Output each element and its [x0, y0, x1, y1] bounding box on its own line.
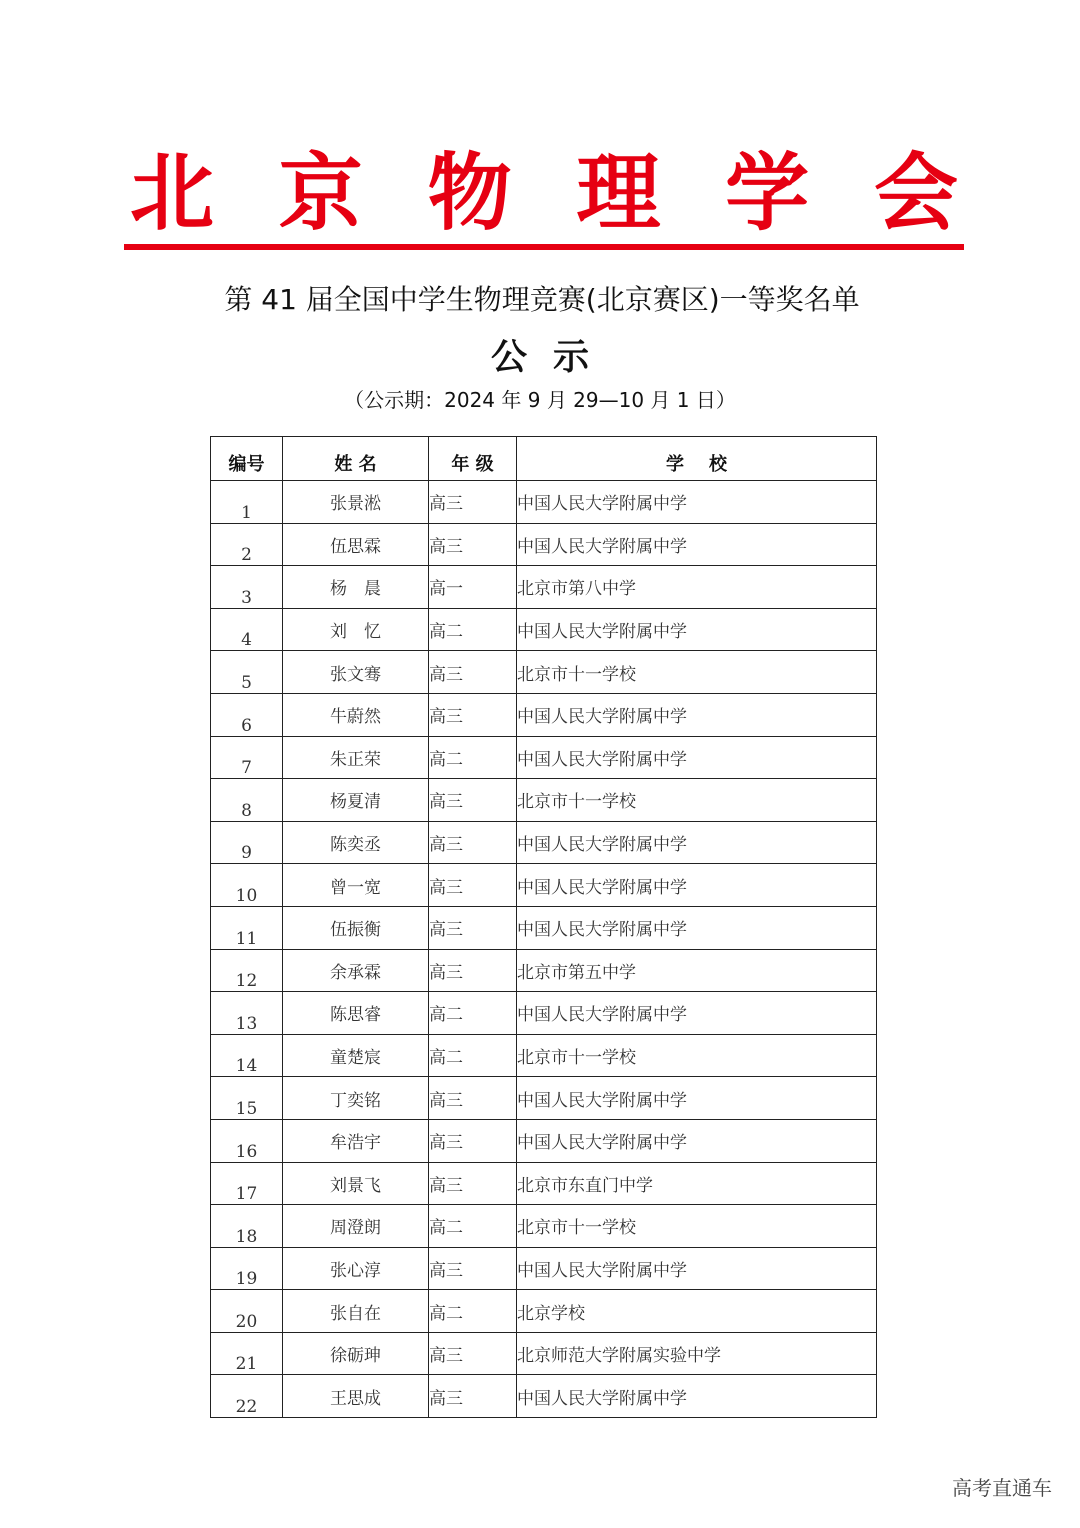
header-grade: 年 级: [429, 437, 517, 481]
cell-name: 王思成: [283, 1375, 429, 1418]
cell-name: 刘景飞: [283, 1162, 429, 1205]
cell-number: 21: [211, 1332, 283, 1375]
cell-name: 牛蔚然: [283, 693, 429, 736]
cell-number: 4: [211, 608, 283, 651]
cell-name: 张自在: [283, 1290, 429, 1333]
cell-name: 余承霖: [283, 949, 429, 992]
masthead-char: 理: [576, 143, 661, 242]
cell-grade: 高三: [429, 651, 517, 694]
cell-number: 18: [211, 1205, 283, 1248]
cell-name: 丁奕铭: [283, 1077, 429, 1120]
cell-name: 伍思霖: [283, 523, 429, 566]
cell-number: 7: [211, 736, 283, 779]
cell-number: 20: [211, 1290, 283, 1333]
table-row: [211, 1332, 877, 1375]
cell-number: 3: [211, 566, 283, 609]
cell-name: 杨 晨: [283, 566, 429, 609]
cell-grade: 高二: [429, 608, 517, 651]
masthead-char: 物: [427, 143, 512, 242]
cell-number: 1: [211, 481, 283, 524]
cell-number: 16: [211, 1119, 283, 1162]
cell-grade: 高三: [429, 523, 517, 566]
cell-name: 徐砺珅: [283, 1332, 429, 1375]
cell-name: 朱正荣: [283, 736, 429, 779]
cell-school: 北京师范大学附属实验中学: [517, 1332, 877, 1375]
cell-number: 5: [211, 651, 283, 694]
table-header-row: [211, 437, 877, 481]
masthead-red-rule: [124, 244, 964, 250]
table-row: [211, 821, 877, 864]
table-row: [211, 651, 877, 694]
cell-school: 中国人民大学附属中学: [517, 693, 877, 736]
cell-school: 中国人民大学附属中学: [517, 1119, 877, 1162]
header-school: 学 校: [517, 437, 877, 481]
cell-grade: 高三: [429, 949, 517, 992]
table-row: [211, 1162, 877, 1205]
table-row: [211, 736, 877, 779]
table-row: [211, 1205, 877, 1248]
table-row: [211, 1290, 877, 1333]
cell-school: 中国人民大学附属中学: [517, 864, 877, 907]
cell-name: 刘 忆: [283, 608, 429, 651]
cell-school: 中国人民大学附属中学: [517, 992, 877, 1035]
cell-grade: 高二: [429, 1034, 517, 1077]
cell-school: 北京市十一学校: [517, 1034, 877, 1077]
table-row: [211, 906, 877, 949]
masthead-char: 会: [873, 143, 958, 242]
table-row: [211, 693, 877, 736]
header-number: 编号: [211, 437, 283, 481]
cell-name: 陈奕丞: [283, 821, 429, 864]
cell-grade: 高二: [429, 736, 517, 779]
cell-name: 陈思睿: [283, 992, 429, 1035]
header-name: 姓 名: [283, 437, 429, 481]
table-row: [211, 481, 877, 524]
cell-school: 中国人民大学附属中学: [517, 523, 877, 566]
cell-grade: 高三: [429, 1119, 517, 1162]
cell-name: 杨夏清: [283, 779, 429, 822]
cell-school: 北京市第八中学: [517, 566, 877, 609]
cell-grade: 高三: [429, 1375, 517, 1418]
cell-school: 中国人民大学附属中学: [517, 608, 877, 651]
cell-school: 中国人民大学附属中学: [517, 1077, 877, 1120]
cell-school: 中国人民大学附属中学: [517, 1247, 877, 1290]
table-row: [211, 992, 877, 1035]
cell-grade: 高二: [429, 1290, 517, 1333]
cell-number: 10: [211, 864, 283, 907]
cell-grade: 高三: [429, 906, 517, 949]
cell-name: 牟浩宇: [283, 1119, 429, 1162]
table-row: [211, 1077, 877, 1120]
cell-school: 北京市第五中学: [517, 949, 877, 992]
document-subtitle: 公示: [490, 337, 615, 378]
cell-number: 11: [211, 906, 283, 949]
cell-school: 北京市十一学校: [517, 1205, 877, 1248]
cell-school: 北京市东直门中学: [517, 1162, 877, 1205]
document-title: 第 41 届全国中学生物理竞赛(北京赛区)一等奖名单: [224, 283, 860, 316]
table-body: [211, 481, 877, 1418]
award-list-table: [210, 436, 877, 1418]
table-row: [211, 608, 877, 651]
cell-number: 13: [211, 992, 283, 1035]
cell-school: 中国人民大学附属中学: [517, 906, 877, 949]
cell-grade: 高三: [429, 1162, 517, 1205]
cell-grade: 高三: [429, 779, 517, 822]
table-row: [211, 779, 877, 822]
table-row: [211, 566, 877, 609]
cell-number: 12: [211, 949, 283, 992]
cell-name: 伍振衡: [283, 906, 429, 949]
cell-school: 北京市十一学校: [517, 651, 877, 694]
table-row: [211, 949, 877, 992]
cell-name: 张景淞: [283, 481, 429, 524]
table-row: [211, 1034, 877, 1077]
cell-school: 中国人民大学附属中学: [517, 1375, 877, 1418]
table-row: [211, 864, 877, 907]
cell-name: 张文骞: [283, 651, 429, 694]
table-row: [211, 523, 877, 566]
cell-grade: 高三: [429, 1247, 517, 1290]
cell-grade: 高三: [429, 693, 517, 736]
masthead-banner: [124, 143, 964, 242]
cell-school: 北京市十一学校: [517, 779, 877, 822]
cell-school: 中国人民大学附属中学: [517, 736, 877, 779]
cell-number: 22: [211, 1375, 283, 1418]
table-row: [211, 1247, 877, 1290]
table-row: [211, 1375, 877, 1418]
cell-number: 19: [211, 1247, 283, 1290]
cell-name: 周澄朗: [283, 1205, 429, 1248]
cell-name: 张心淳: [283, 1247, 429, 1290]
cell-grade: 高三: [429, 864, 517, 907]
cell-number: 17: [211, 1162, 283, 1205]
cell-grade: 高三: [429, 821, 517, 864]
cell-grade: 高三: [429, 481, 517, 524]
cell-number: 14: [211, 1034, 283, 1077]
watermark-text: 高考直通车: [952, 1476, 1052, 1500]
cell-number: 2: [211, 523, 283, 566]
masthead-char: 学: [725, 143, 810, 242]
cell-name: 曾一宽: [283, 864, 429, 907]
masthead-char: 京: [278, 143, 363, 242]
cell-number: 9: [211, 821, 283, 864]
cell-grade: 高一: [429, 566, 517, 609]
cell-school: 中国人民大学附属中学: [517, 481, 877, 524]
table-row: [211, 1119, 877, 1162]
cell-number: 8: [211, 779, 283, 822]
cell-grade: 高二: [429, 992, 517, 1035]
cell-grade: 高三: [429, 1077, 517, 1120]
cell-grade: 高二: [429, 1205, 517, 1248]
cell-school: 北京学校: [517, 1290, 877, 1333]
publicity-period: （公示期：2024 年 9 月 29—10 月 1 日）: [344, 388, 736, 412]
cell-school: 中国人民大学附属中学: [517, 821, 877, 864]
masthead-char: 北: [129, 143, 214, 242]
cell-number: 6: [211, 693, 283, 736]
cell-name: 童楚宸: [283, 1034, 429, 1077]
cell-number: 15: [211, 1077, 283, 1120]
cell-grade: 高三: [429, 1332, 517, 1375]
